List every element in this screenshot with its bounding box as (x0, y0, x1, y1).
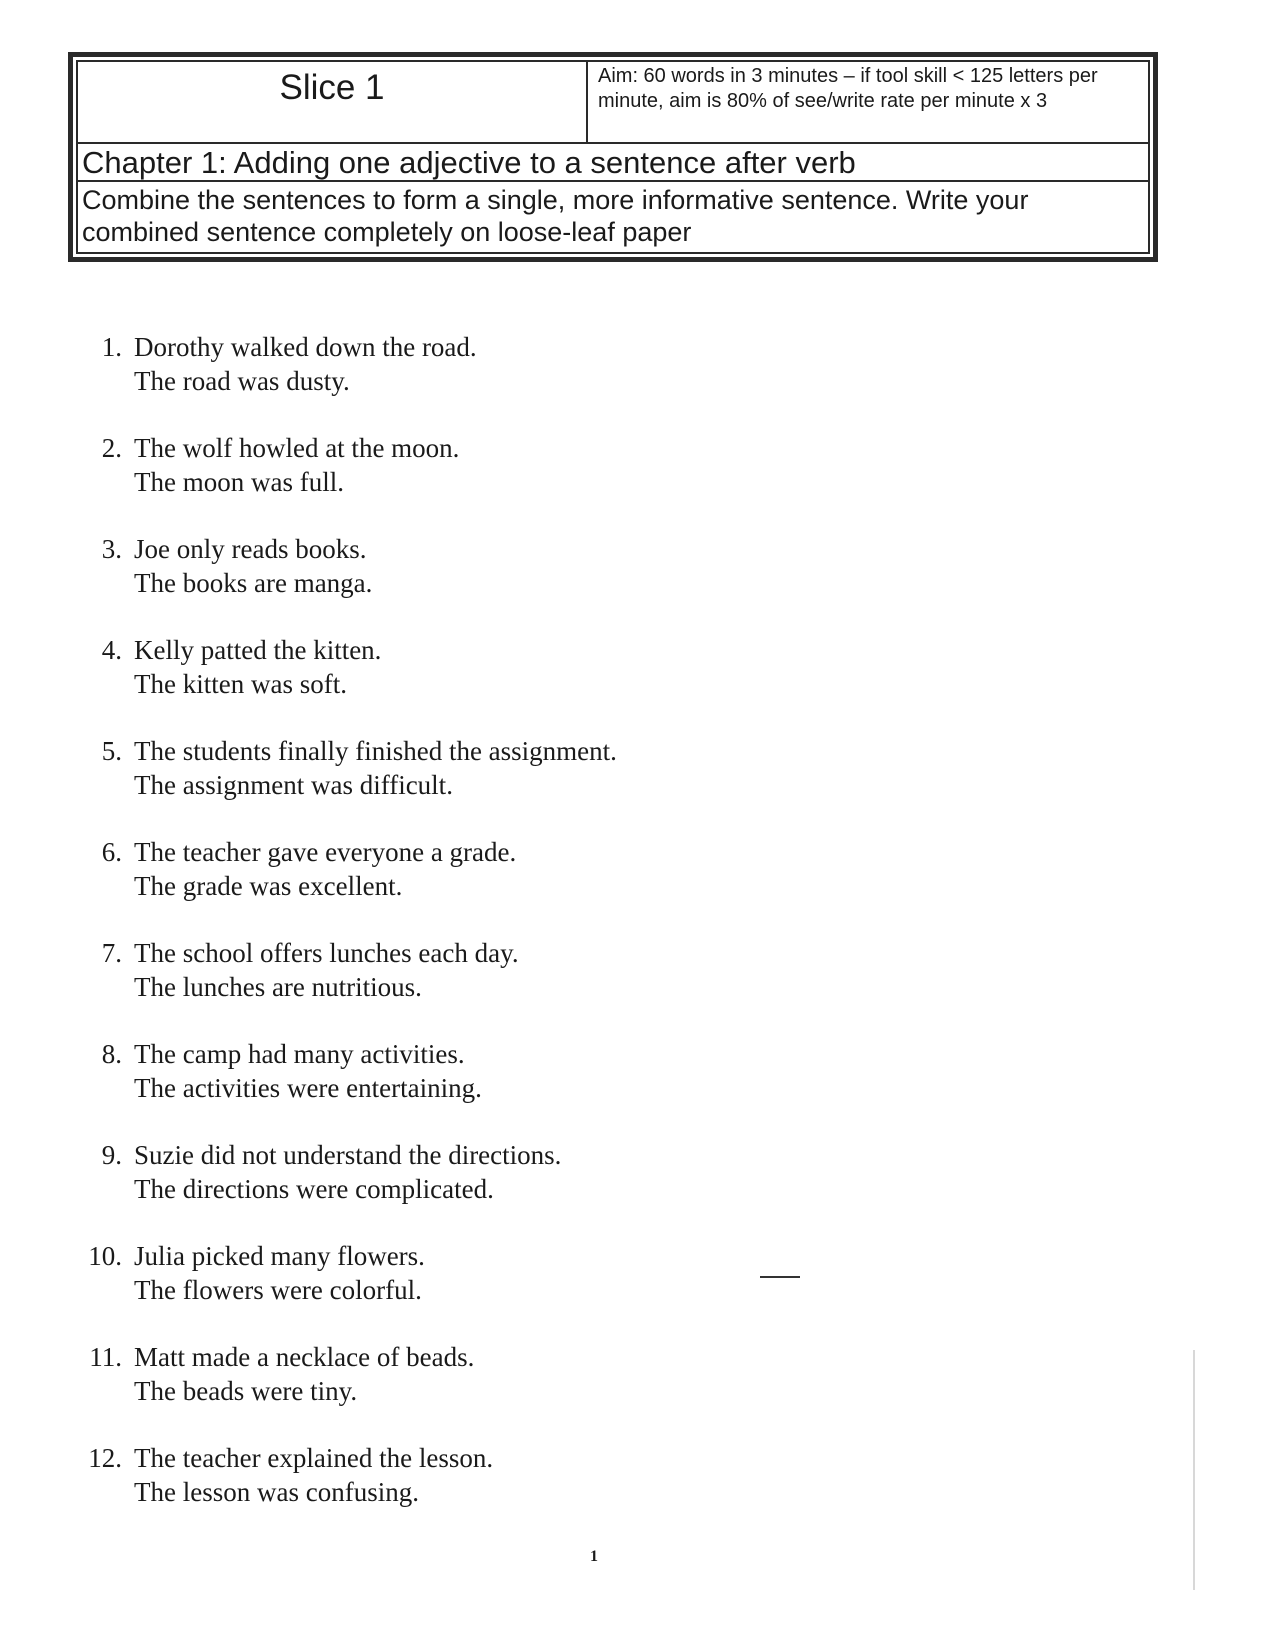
item-number: 7. (101, 938, 122, 968)
item-number: 10. (88, 1241, 122, 1271)
list-item (72, 734, 872, 835)
stray-pen-mark (760, 1276, 800, 1278)
list-item (72, 330, 872, 431)
list-item (72, 1441, 872, 1542)
header-box (68, 52, 1158, 262)
item-number: 2. (101, 433, 122, 463)
list-item (72, 431, 872, 532)
sentence-1: The students finally finished the assignment. (134, 736, 617, 766)
aim-text: Aim: 60 words in 3 minutes – if tool skill < 125 letters per minute, aim is 80% of see/write rate per minute x 3 (598, 65, 1098, 112)
sentence-2: The lesson was confusing. (134, 1477, 419, 1507)
item-number: 8. (101, 1039, 122, 1069)
header-table (76, 60, 1150, 254)
list-item (72, 936, 872, 1037)
item-number: 4. (101, 635, 122, 665)
chapter-title: Chapter 1: Adding one adjective to a sentence after verb (78, 144, 1148, 182)
sentence-2: The lunches are nutritious. (134, 972, 422, 1002)
sentence-2: The books are manga. (134, 568, 373, 598)
item-sentences (134, 734, 617, 835)
sentence-1: The teacher explained the lesson. (134, 1443, 494, 1473)
sentence-1: Joe only reads books. (134, 534, 367, 564)
sentence-1: The camp had many activities. (134, 1039, 465, 1069)
list-item (72, 532, 872, 633)
sentence-2: The road was dusty. (134, 366, 350, 396)
sentence-1: The school offers lunches each day. (134, 938, 519, 968)
sentence-2: The kitten was soft. (134, 669, 347, 699)
list-item (72, 1340, 872, 1441)
item-number: 12. (88, 1443, 122, 1473)
item-sentences (134, 330, 477, 431)
item-sentences (134, 1138, 561, 1239)
sentence-1: Kelly patted the kitten. (134, 635, 382, 665)
sentence-1: Matt made a necklace of beads. (134, 1342, 475, 1372)
item-sentences (134, 835, 516, 936)
item-number: 3. (101, 534, 122, 564)
page-number: 1 (590, 1548, 598, 1565)
item-number: 5. (101, 736, 122, 766)
sentence-2: The activities were entertaining. (134, 1073, 482, 1103)
list-item (72, 1037, 872, 1138)
sentence-2: The grade was excellent. (134, 871, 403, 901)
sentence-2: The beads were tiny. (134, 1376, 358, 1406)
item-number: 9. (101, 1140, 122, 1170)
item-number: 1. (101, 332, 122, 362)
list-item (72, 1239, 872, 1340)
item-sentences (134, 431, 459, 532)
item-sentences (134, 1441, 493, 1542)
slice-title: Slice 1 (78, 62, 588, 142)
item-sentences (134, 1239, 425, 1340)
item-number: 6. (101, 837, 122, 867)
sentence-2: The assignment was difficult. (134, 770, 453, 800)
sentence-1: The teacher gave everyone a grade. (134, 837, 517, 867)
sentence-2: The moon was full. (134, 467, 344, 497)
scan-edge-line (1193, 1350, 1195, 1590)
item-sentences (134, 936, 519, 1037)
item-sentences (134, 1340, 474, 1441)
sentence-1: Suzie did not understand the directions. (134, 1140, 562, 1170)
sentence-1: The wolf howled at the moon. (134, 433, 460, 463)
item-sentences (134, 1037, 482, 1138)
header-top-row (78, 62, 1148, 144)
sentence-2: The flowers were colorful. (134, 1275, 422, 1305)
sentence-1: Julia picked many flowers. (134, 1241, 425, 1271)
list-item (72, 835, 872, 936)
item-number: 11. (89, 1342, 122, 1372)
sentence-2: The directions were complicated. (134, 1174, 494, 1204)
item-sentences (134, 532, 372, 633)
exercise-list (72, 330, 872, 1542)
directions-text: Combine the sentences to form a single, more informative sentence. Write your combined sentence completely on loose-leaf paper (82, 185, 1029, 247)
item-sentences (134, 633, 381, 734)
list-item (72, 633, 872, 734)
list-item (72, 1138, 872, 1239)
sentence-1: Dorothy walked down the road. (134, 332, 477, 362)
